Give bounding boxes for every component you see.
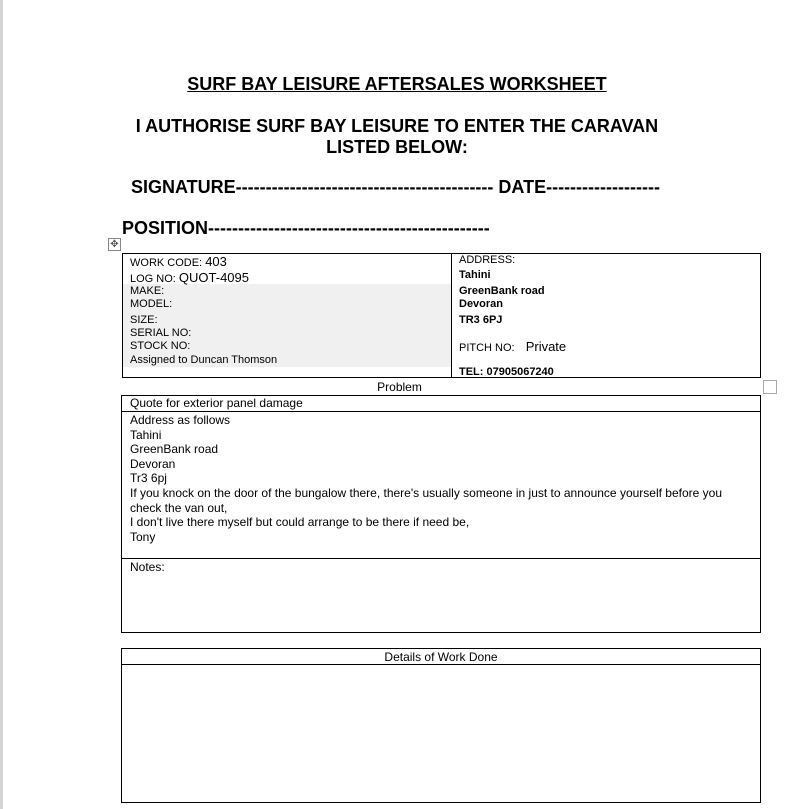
description-line: Address as follows <box>130 413 231 427</box>
work-done-heading: Details of Work Done <box>384 650 498 664</box>
authorisation-line-1: I AUTHORISE SURF BAY LEISURE TO ENTER THE CARAVAN <box>135 116 659 136</box>
job-details-cell[interactable] <box>123 254 452 377</box>
description-line: GreenBank road <box>130 442 219 457</box>
problem-heading: Problem <box>377 380 422 394</box>
description-line: I don't live there myself but could arrange to be there if need be, <box>130 515 470 530</box>
description-line: If you knock on the door of the bungalow there, there's usually someone in just to announce yourself before you check the van out, <box>130 485 722 515</box>
description-line: Tony <box>130 529 156 544</box>
problem-table <box>121 395 761 633</box>
address-line: Devoran <box>459 298 504 310</box>
document-title: SURF BAY LEISURE AFTERSALES WORKSHEET <box>187 74 607 94</box>
table-move-handle-icon[interactable]: ✥ <box>108 238 121 251</box>
log-no-value: QUOT-4095 <box>178 270 249 285</box>
authorisation-statement <box>0 116 794 158</box>
row-end-marker <box>763 380 777 394</box>
address-label: ADDRESS: <box>459 254 516 266</box>
stock-no-field: STOCK NO: <box>130 340 191 352</box>
telephone: TEL: 07905067240 <box>459 366 554 378</box>
description-line: Tahini <box>130 427 162 442</box>
work-done-table <box>121 648 761 803</box>
address-line: TR3 6PJ <box>459 314 503 326</box>
divider <box>122 411 760 412</box>
authorisation-line-2: LISTED BELOW: <box>326 137 468 157</box>
signature-date-line[interactable]: SIGNATURE------------------------------------------- DATE------------------- <box>131 177 660 197</box>
size-field: SIZE: <box>130 314 158 326</box>
divider <box>122 558 760 559</box>
address-cell[interactable] <box>452 254 760 377</box>
position-line[interactable]: POSITION----------------------------------------------- <box>122 218 490 238</box>
log-no-label: LOG NO: <box>130 273 176 285</box>
work-code-field <box>130 254 227 269</box>
address-line: Tahini <box>459 269 491 281</box>
pitch-no-value: Private <box>525 339 567 354</box>
job-info-table <box>122 253 761 378</box>
description-line: Tr3 6pj <box>130 471 167 486</box>
pitch-no-label: PITCH NO: <box>459 342 515 354</box>
notes-field[interactable] <box>130 560 750 630</box>
make-field: MAKE: <box>130 285 165 297</box>
assigned-to: Assigned to Duncan Thomson <box>130 354 278 366</box>
serial-no-field: SERIAL NO: <box>130 327 192 339</box>
description-line: Devoran <box>130 456 176 471</box>
work-done-field[interactable] <box>122 665 760 802</box>
problem-summary[interactable]: Quote for exterior panel damage <box>130 396 303 410</box>
pitch-no-field <box>459 339 566 354</box>
work-code-value: 403 <box>205 254 227 269</box>
address-line: GreenBank road <box>459 285 545 297</box>
work-code-label: WORK CODE: <box>130 257 203 269</box>
model-field: MODEL: <box>130 298 173 310</box>
problem-description[interactable] <box>130 413 750 544</box>
notes-label: Notes: <box>130 560 165 574</box>
log-no-field <box>130 270 249 285</box>
